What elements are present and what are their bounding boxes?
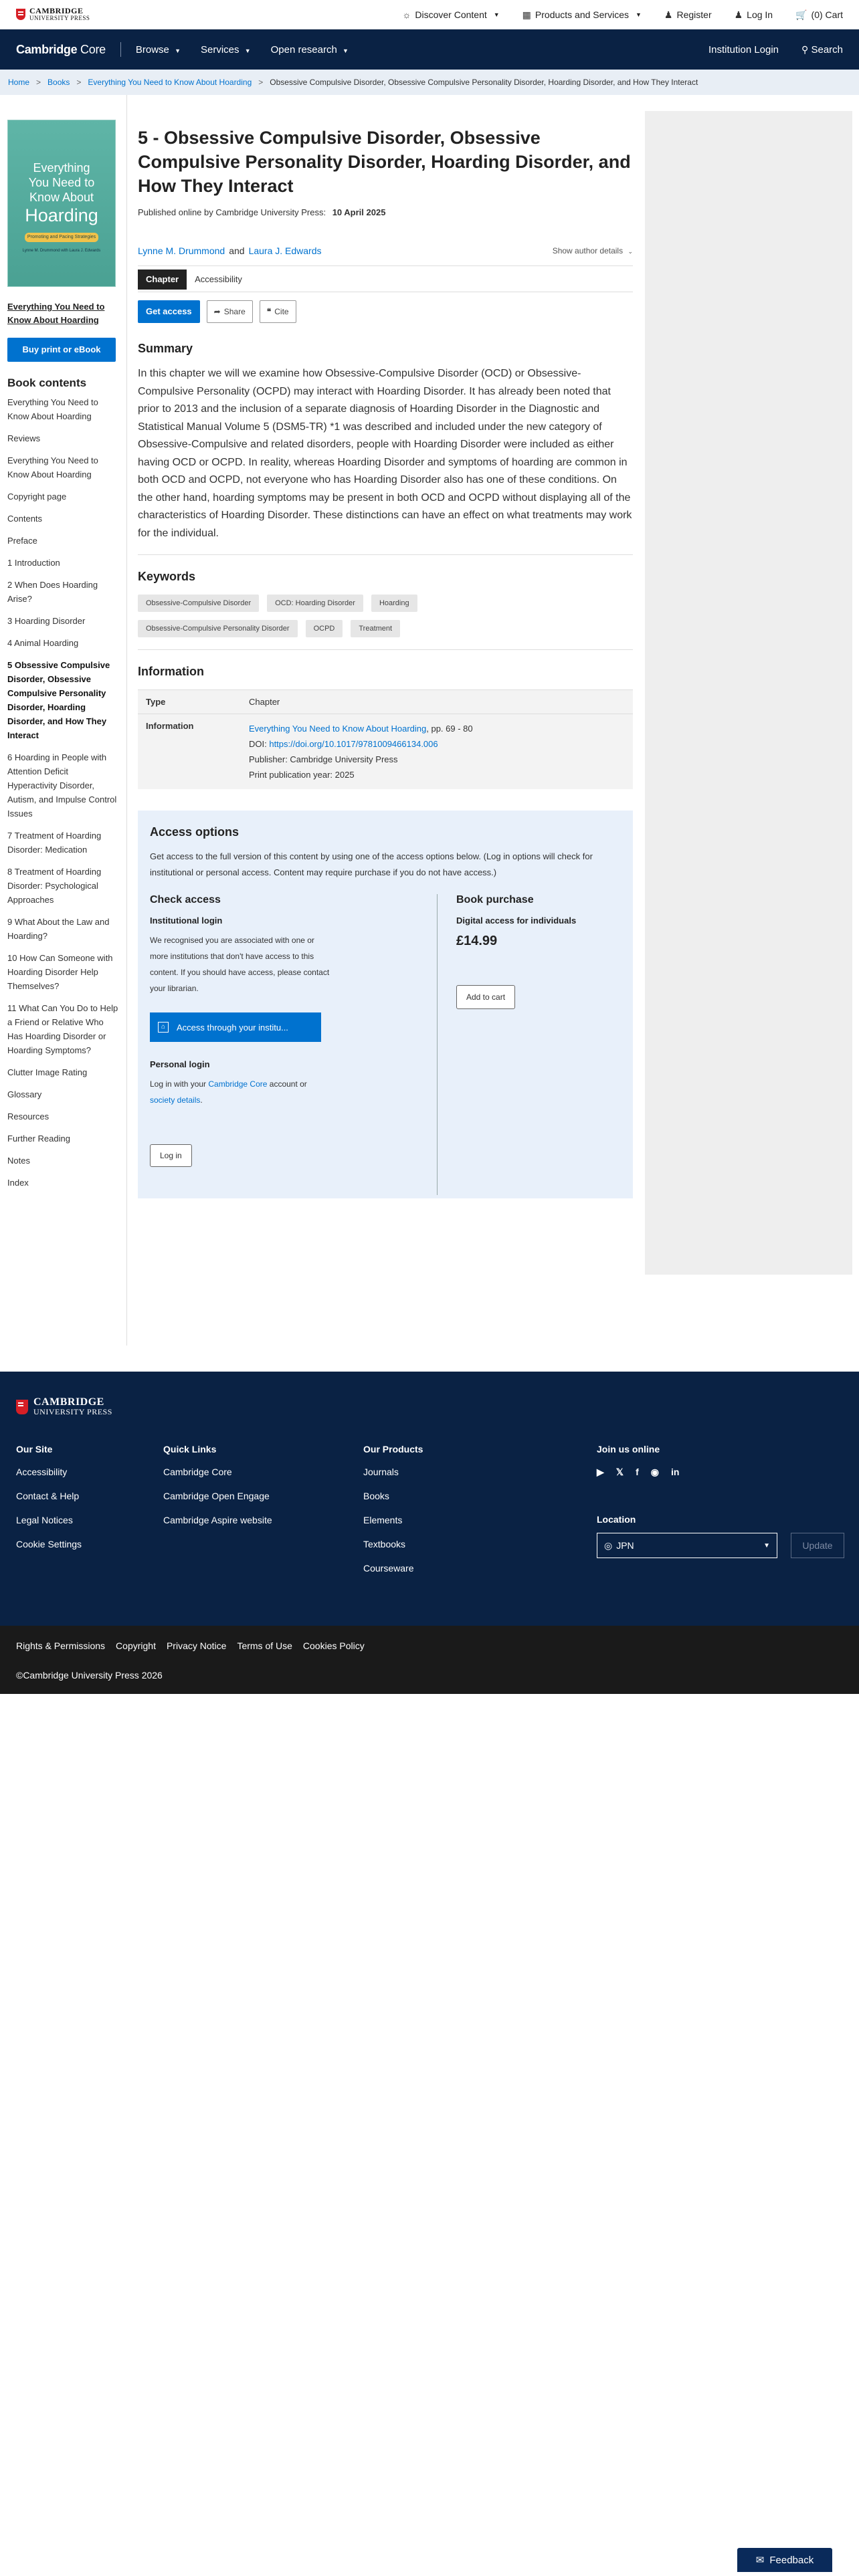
products-services-menu[interactable] [522, 9, 642, 20]
grid-icon: ▦ [522, 9, 531, 20]
chevron-down-icon: ▼ [343, 47, 349, 54]
legal-link[interactable]: Terms of Use [237, 1640, 292, 1651]
login-link[interactable] [735, 9, 773, 20]
institution-icon: ⌂ [158, 1022, 169, 1033]
info-publisher: Publisher: Cambridge University Press [249, 754, 398, 764]
cover-title-line: Know About [29, 191, 94, 204]
feedback-label: Feedback [769, 2554, 814, 2566]
cover-authors: Lynne M. Drummond with Laura J. Edwards [22, 249, 101, 253]
authors-row [138, 245, 633, 256]
cart-label: (0) Cart [811, 9, 843, 20]
access-options-panel [138, 811, 633, 1198]
personal-text: account or [267, 1079, 307, 1089]
location-select[interactable] [597, 1533, 777, 1558]
cover-title-line: Everything [33, 161, 90, 175]
cambridge-core-link[interactable]: Cambridge Core [208, 1079, 268, 1089]
toc-item[interactable]: Notes [7, 1156, 30, 1166]
personal-text: Log in with your [150, 1079, 209, 1089]
author-link[interactable]: Lynne M. Drummond [138, 245, 225, 256]
doi-label: DOI: [249, 739, 270, 749]
discover-content-menu[interactable] [403, 9, 500, 20]
breadcrumb-separator: > [36, 78, 41, 87]
footer-link[interactable]: Elements [363, 1515, 403, 1525]
institutional-login-text: We recognised you are associated with one or more institutions that don't have access to this content. If you should have access, please contact your librarian. [150, 936, 330, 993]
keyword-chip[interactable]: Obsessive-Compulsive Personality Disorder [138, 620, 298, 637]
toc-item[interactable]: 2 When Does Hoarding Arise? [7, 580, 98, 604]
legal-link[interactable]: Cookies Policy [302, 1640, 365, 1651]
info-print-year: Print publication year: 2025 [249, 770, 355, 780]
search-icon: ⚲ [801, 43, 809, 55]
book-sidebar [0, 95, 127, 1346]
register-link[interactable] [664, 9, 712, 20]
footer-heading: Quick Links [163, 1444, 217, 1455]
check-access-heading: Check access [150, 894, 221, 905]
keyword-chip[interactable]: Obsessive-Compulsive Disorder [138, 595, 259, 612]
linkedin-icon[interactable]: in [670, 1467, 680, 1477]
keyword-chip[interactable]: Treatment [351, 620, 400, 637]
cart-link[interactable] [795, 9, 843, 20]
cambridge-logo[interactable] [16, 7, 90, 22]
share-icon: ➦ [213, 307, 221, 316]
personal-login-heading: Personal login [150, 1059, 210, 1069]
footer-logo-line2: UNIVERSITY PRESS [33, 1407, 112, 1416]
right-sidebar [645, 111, 852, 1275]
footer-heading: Our Products [363, 1444, 423, 1455]
add-to-cart-button[interactable]: Add to cart [456, 985, 515, 1009]
info-details [241, 714, 633, 790]
show-author-details-label: Show author details [552, 246, 624, 255]
access-options-heading: Access options [150, 825, 240, 839]
log-in-button[interactable]: Log in [150, 1144, 192, 1167]
cite-button[interactable] [260, 300, 296, 323]
check-access-column [150, 894, 438, 1195]
toc-item[interactable]: 9 What About the Law and Hoarding? [7, 917, 110, 941]
info-row [138, 690, 633, 714]
toc-item[interactable]: 8 Treatment of Hoarding Disorder: Psychological Approaches [7, 867, 102, 905]
personal-login-text [150, 1076, 330, 1108]
logo-line1: CAMBRIDGE [29, 5, 84, 15]
user-icon: ♟ [734, 9, 743, 20]
toc-item[interactable]: Everything You Need to Know About Hoarding [7, 397, 98, 421]
register-label: Register [676, 9, 712, 20]
authors-and: and [229, 245, 245, 256]
chevron-down-icon: ▼ [175, 47, 181, 54]
footer-heading: Our Site [16, 1444, 53, 1455]
footer-join-us [597, 1444, 844, 1572]
info-type-label: Type [138, 690, 241, 714]
get-access-button[interactable]: Get access [138, 300, 200, 323]
chat-icon: ✉ [755, 2555, 765, 2566]
footer-link[interactable]: Cambridge Aspire website [163, 1515, 272, 1525]
book-contents-heading: Book contents [7, 377, 87, 389]
tab-chapter[interactable]: Chapter [138, 270, 187, 290]
nav-open-research[interactable] [271, 44, 349, 56]
breadcrumb-books[interactable]: Books [47, 78, 70, 87]
footer-heading: Join us online [597, 1444, 660, 1455]
cart-icon: 🛒 [795, 9, 807, 20]
footer-our-products [363, 1444, 423, 1587]
cambridge-core-brand[interactable] [16, 43, 106, 57]
footer-link[interactable]: Textbooks [363, 1539, 406, 1549]
utility-bar [0, 0, 859, 29]
chevron-down-icon: ▼ [244, 47, 251, 54]
toc-item[interactable]: Preface [7, 536, 37, 546]
info-pages: , pp. 69 - 80 [426, 724, 473, 734]
chapter-title: 5 - Obsessive Compulsive Disorder, Obsessive Compulsive Personality Disorder, Hoarding Disorder, and How They Interact [138, 128, 631, 196]
footer-link[interactable]: Courseware [363, 1563, 414, 1574]
toc-list [7, 395, 119, 1190]
youtube-icon[interactable]: ▶ [597, 1467, 604, 1477]
book-purchase-column [438, 894, 576, 1195]
divider [138, 649, 633, 650]
breadcrumb-home[interactable]: Home [8, 78, 30, 87]
chevron-down-icon: ⌄ [628, 248, 633, 255]
login-label: Log In [747, 9, 773, 20]
keywords-heading: Keywords [138, 570, 196, 583]
legal-link[interactable]: Rights & Permissions [16, 1640, 106, 1651]
toc-item[interactable]: Copyright page [7, 492, 67, 502]
globe-icon: ◎ [604, 1539, 613, 1551]
footer-link[interactable]: Contact & Help [16, 1491, 80, 1501]
products-label: Products and Services [535, 9, 629, 20]
published-line [138, 207, 633, 217]
chevron-down-icon: ▼ [635, 11, 642, 18]
footer-link[interactable]: Journals [363, 1467, 399, 1477]
toc-item[interactable]: 3 Hoarding Disorder [7, 616, 86, 626]
cover-title-line: Hoarding [25, 205, 98, 225]
location-value: JPN [616, 1540, 634, 1551]
keywords-list [138, 595, 486, 637]
toc-item[interactable]: Resources [7, 1111, 50, 1121]
toc-item[interactable]: Index [7, 1178, 29, 1188]
book-cover[interactable] [7, 120, 116, 287]
access-through-institution-button[interactable] [150, 1012, 321, 1042]
chapter-actions [138, 300, 633, 323]
x-icon[interactable]: 𝕏 [615, 1467, 624, 1477]
main-nav [0, 29, 859, 70]
share-label: Share [223, 307, 246, 316]
published-date: 10 April 2025 [332, 207, 386, 217]
chapter-main [138, 95, 633, 1198]
keyword-chip[interactable]: OCD: Hoarding Disorder [267, 595, 363, 612]
breadcrumb-separator: > [76, 78, 82, 87]
toc-item[interactable]: 4 Animal Hoarding [7, 638, 79, 648]
share-button[interactable] [207, 300, 253, 323]
toc-item[interactable]: Clutter Image Rating [7, 1067, 88, 1077]
discover-label: Discover Content [415, 9, 487, 20]
summary-text: In this chapter we will we examine how Obsessive-Compulsive Disorder (OCD) or Obsessive-Compulsive Personality (OCPD) may interact with Hoarding Disorder. It has already been noted that prior to 2013 and the inclusion of a separate diagnosis of Hoarding Disorder in the Diagnostic and Statistical Manual Volume 5 (DSM5-TR) *1 was described and included under the new category of Obsessive-Compulsive and related disorders, people with Hoarding Disorder were included as either having OCD or OCPD. In reality, whereas Hoarding Disorder and symptoms of hoarding are common in both OCD and OCPD, not everyone who has Hoarding Disorder also has one of these conditions. On the other hand, hoarding symptoms may be present in both OCD and OCPD without displaying all of the characteristics of Hoarding Disorder. These distinctions can have an effect on what treatments may work for the individual. [138, 368, 632, 539]
institutional-login-heading: Institutional login [150, 916, 223, 926]
toc-item[interactable]: Further Reading [7, 1134, 70, 1144]
price: £14.99 [456, 934, 498, 948]
access-description: Get access to the full version of this content by using one of the access options below. (Log in options will check for institutional or personal access. Content may require purchase if you do not have access.) [150, 851, 593, 877]
nav-open-research-label: Open research [270, 43, 337, 56]
keyword-chip[interactable]: OCPD [306, 620, 343, 637]
add-user-icon: ♟ [664, 9, 673, 20]
shield-icon [16, 9, 25, 20]
digital-access-label: Digital access for individuals [456, 916, 577, 926]
society-details-link[interactable]: society details [150, 1095, 201, 1105]
search-button[interactable] [801, 44, 843, 56]
information-heading: Information [138, 665, 204, 678]
footer-link[interactable]: Cookie Settings [16, 1539, 82, 1549]
copyright: ©Cambridge University Press 2026 [16, 1670, 163, 1681]
toc-item[interactable]: 7 Treatment of Hoarding Disorder: Medication [7, 831, 102, 855]
footer-link[interactable]: Cambridge Core [163, 1467, 232, 1477]
breadcrumb-current: Obsessive Compulsive Disorder, Obsessive Compulsive Personality Disorder, Hoarding Disorder, and How They Interact [270, 78, 698, 87]
site-footer [0, 1372, 859, 1626]
footer-quick-links [163, 1444, 272, 1539]
legal-bar [0, 1626, 859, 1694]
toc-item[interactable]: Reviews [7, 433, 41, 443]
book-title-link[interactable]: Everything You Need to Know About Hoarding [7, 302, 105, 325]
feedback-button[interactable] [737, 2548, 832, 2572]
cover-subtitle: Promoting and Pacing Strategies [25, 233, 98, 242]
cover-title-line: You Need to [28, 176, 95, 189]
toc-item[interactable]: 1 Introduction [7, 558, 60, 568]
facebook-icon[interactable]: f [636, 1467, 639, 1477]
quote-icon: ❝ [266, 307, 272, 316]
toc-item[interactable]: Everything You Need to Know About Hoarding [7, 455, 98, 479]
breadcrumb-book[interactable]: Everything You Need to Know About Hoarding [88, 78, 252, 87]
shield-icon [16, 1400, 28, 1414]
brand-bold: Cambridge [16, 42, 78, 56]
breadcrumb-separator: > [258, 78, 264, 87]
cite-label: Cite [274, 307, 289, 316]
tab-accessibility[interactable]: Accessibility [195, 274, 242, 284]
toc-item-current[interactable]: 5 Obsessive Compulsive Disorder, Obsessive Compulsive Personality Disorder, Hoarding Disorder, and How They Interact [7, 660, 110, 740]
footer-location-heading: Location [597, 1514, 636, 1525]
show-author-details[interactable] [553, 246, 633, 255]
toc-item[interactable]: 10 How Can Someone with Hoarding Disorder Help Themselves? [7, 953, 113, 991]
nav-services[interactable] [201, 44, 251, 56]
institution-login-link[interactable]: Institution Login [708, 43, 779, 56]
footer-link[interactable]: Accessibility [16, 1467, 68, 1477]
update-button[interactable]: Update [791, 1533, 844, 1558]
legal-link[interactable]: Copyright [116, 1640, 156, 1651]
toc-item[interactable]: Contents [7, 514, 43, 524]
information-table [138, 689, 633, 789]
footer-link[interactable]: Cambridge Open Engage [163, 1491, 270, 1501]
nav-divider [120, 42, 121, 57]
nav-browse[interactable] [136, 44, 181, 56]
buy-print-ebook-button[interactable]: Buy print or eBook [7, 338, 116, 362]
breadcrumb [0, 70, 859, 95]
footer-logo[interactable] [16, 1397, 843, 1417]
info-row [138, 714, 633, 790]
institution-button-label: Access through your institu... [177, 1022, 288, 1033]
nav-browse-label: Browse [135, 43, 169, 56]
logo-line2: UNIVERSITY PRESS [29, 14, 90, 21]
instagram-icon[interactable]: ◉ [650, 1467, 659, 1477]
doi-link[interactable]: https://doi.org/10.1017/9781009466134.006 [269, 739, 438, 749]
toc-item[interactable]: 11 What Can You Do to Help a Friend or Relative Who Has Hoarding Disorder or Hoarding Symptoms? [7, 1003, 118, 1055]
divider [138, 554, 633, 555]
chevron-down-icon: ▼ [763, 1541, 770, 1549]
info-type-value: Chapter [241, 690, 633, 714]
keyword-chip[interactable]: Hoarding [371, 595, 417, 612]
footer-logo-line1: CAMBRIDGE [33, 1396, 104, 1408]
footer-link[interactable]: Books [363, 1491, 389, 1501]
chevron-down-icon: ▼ [493, 11, 500, 18]
book-purchase-heading: Book purchase [456, 894, 534, 905]
summary-heading: Summary [138, 342, 193, 355]
author-link[interactable]: Laura J. Edwards [248, 245, 322, 256]
compass-icon: ☼ [402, 9, 411, 20]
legal-link[interactable]: Privacy Notice [166, 1640, 227, 1651]
nav-services-label: Services [200, 43, 240, 56]
published-label: Published online by Cambridge University Press: [138, 207, 326, 217]
footer-our-site [16, 1444, 82, 1563]
personal-text: . [200, 1095, 203, 1105]
search-label: Search [811, 43, 843, 56]
footer-link[interactable]: Legal Notices [16, 1515, 73, 1525]
toc-item[interactable]: Glossary [7, 1089, 42, 1099]
toc-item[interactable]: 6 Hoarding in People with Attention Deficit Hyperactivity Disorder, Autism, and Impulse Control Issues [7, 752, 117, 819]
brand-rest: Core [77, 42, 106, 56]
info-book-link[interactable]: Everything You Need to Know About Hoarding [249, 724, 427, 734]
info-label: Information [138, 714, 241, 790]
chapter-tabs [138, 265, 633, 292]
